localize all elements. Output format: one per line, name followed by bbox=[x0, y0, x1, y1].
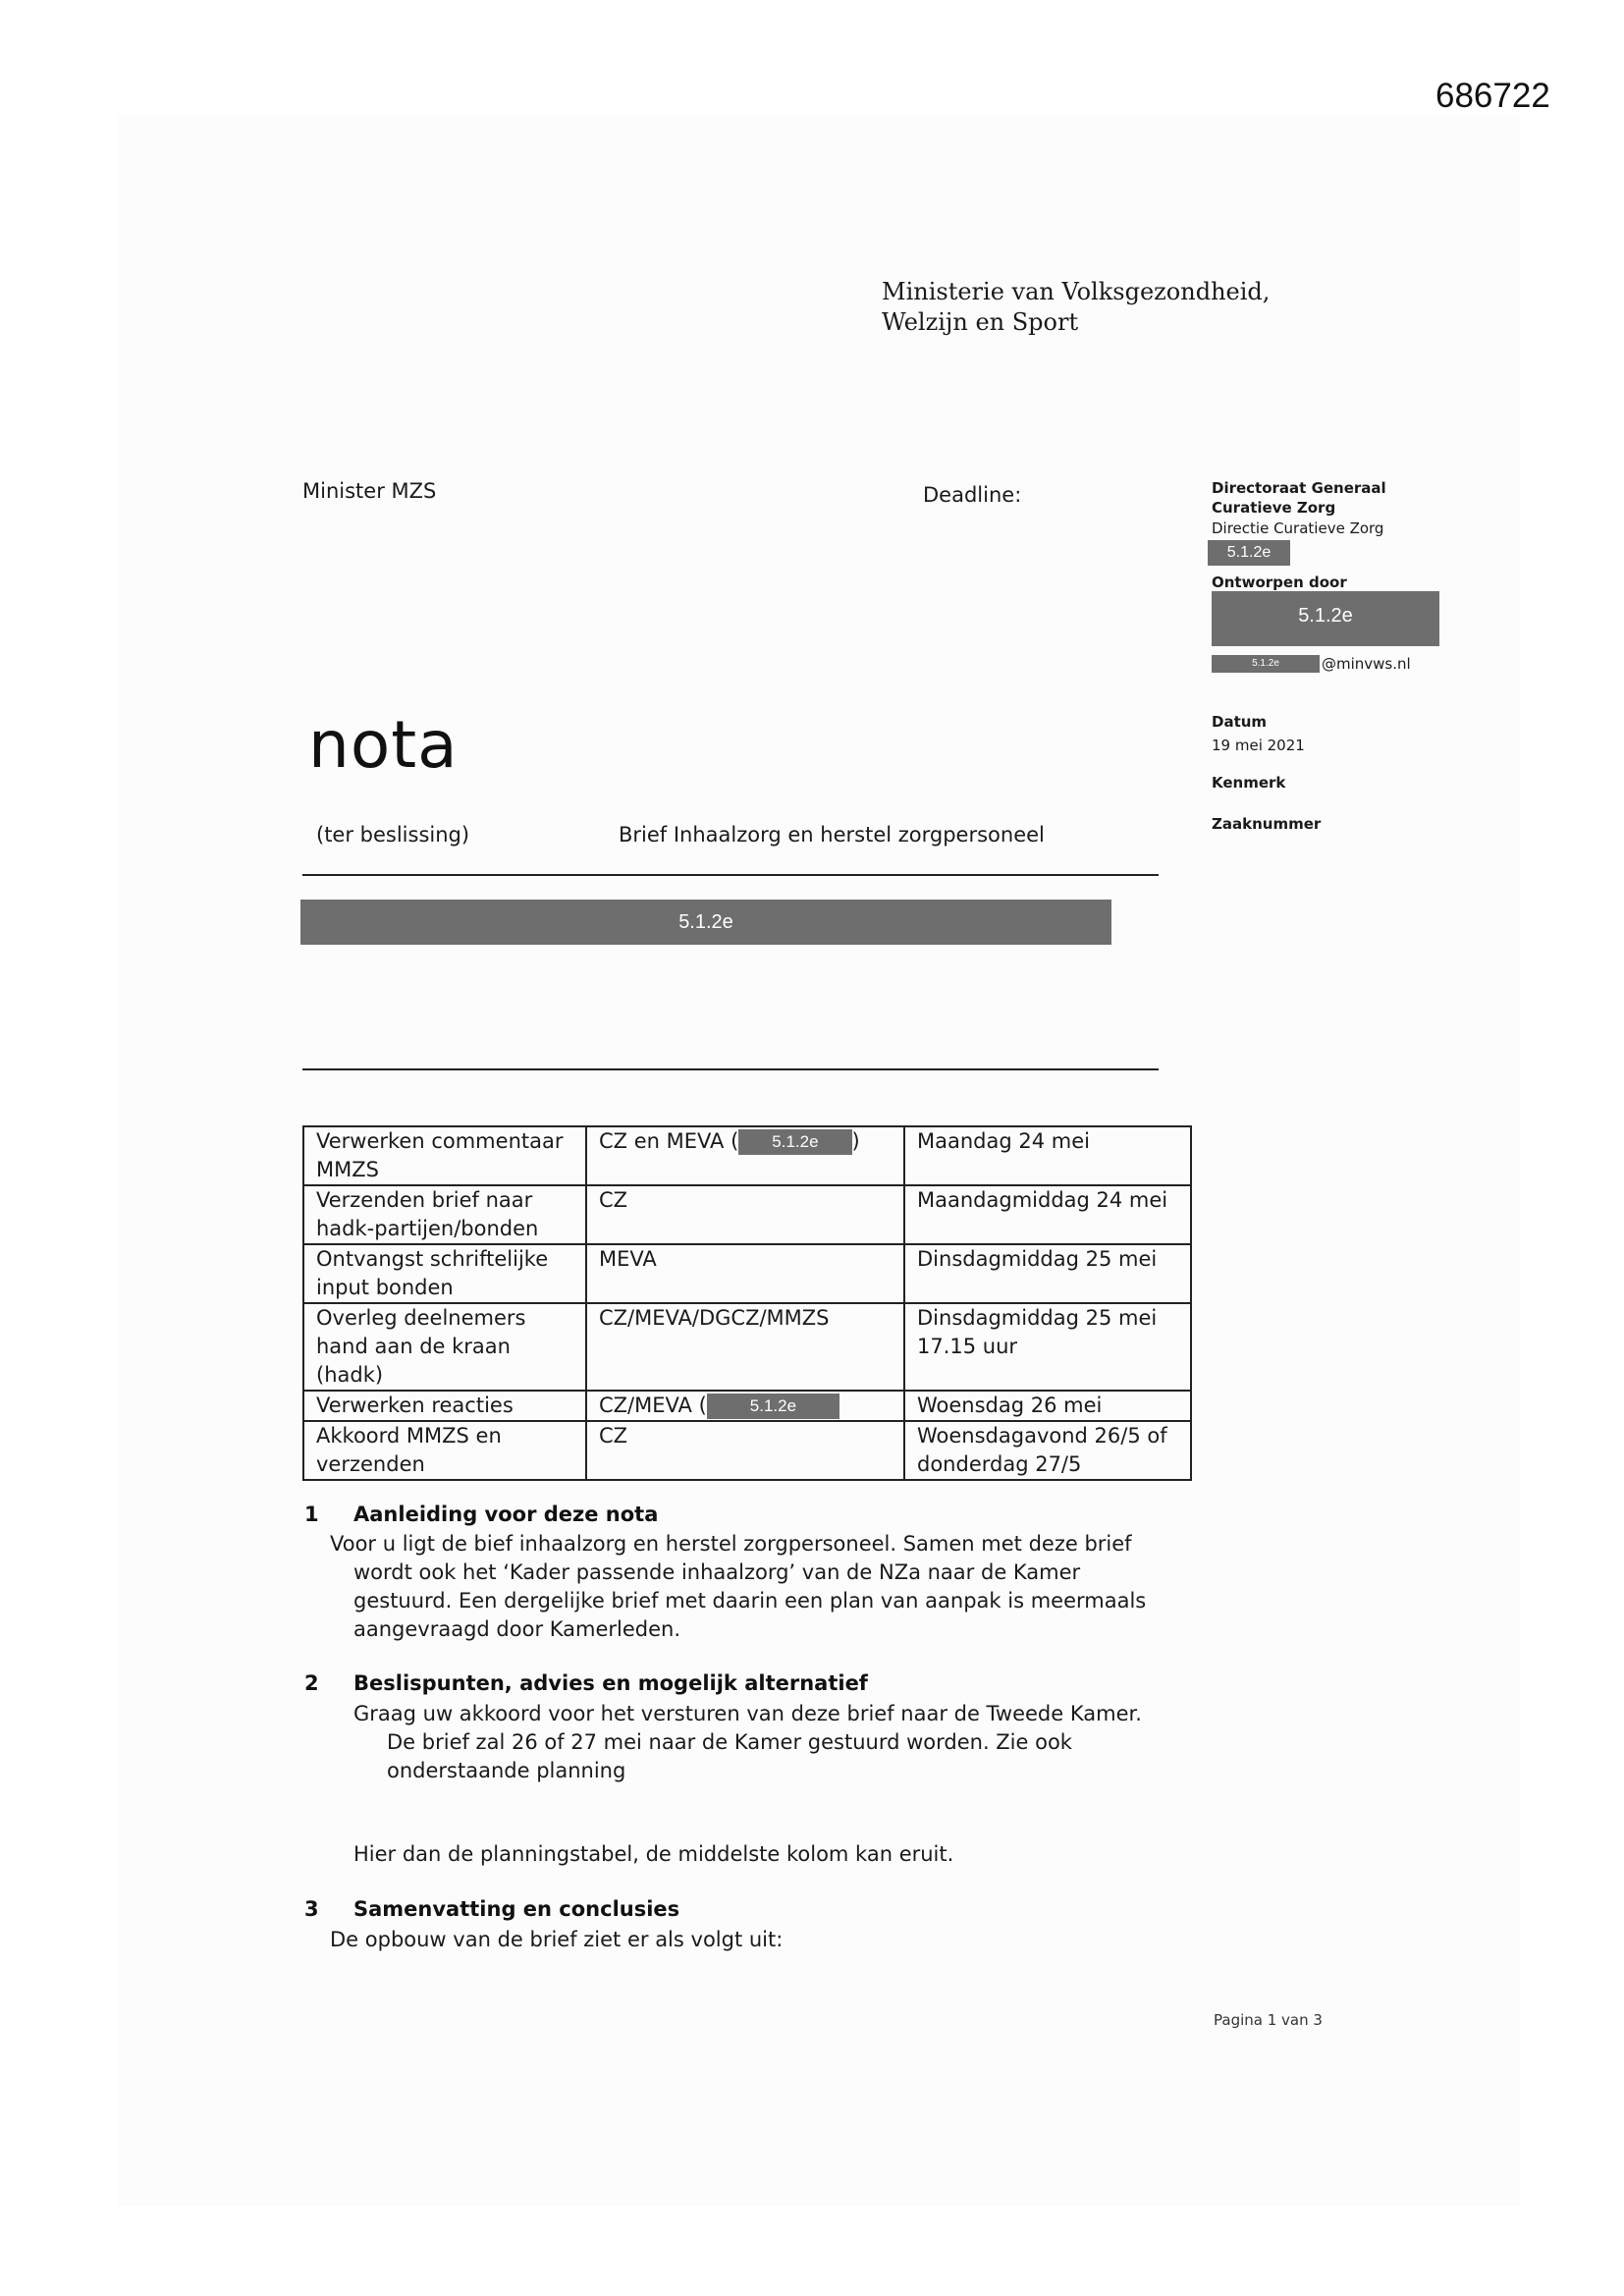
table-cell-party: CZ bbox=[586, 1185, 904, 1244]
section-1-line: Voor u ligt de bief inhaalzorg en herstel zorgpersoneel. Samen met deze brief bbox=[330, 1532, 1132, 1556]
sidebar-zaaknummer-label: Zaaknummer bbox=[1212, 815, 1322, 833]
section-title: Beslispunten, advies en mogelijk alternatief bbox=[353, 1671, 868, 1695]
party-close: ) bbox=[851, 1129, 860, 1153]
divider-top bbox=[302, 874, 1159, 876]
party-text: CZ en MEVA ( bbox=[599, 1129, 739, 1153]
table-cell-party: MEVA bbox=[586, 1244, 904, 1303]
table-row bbox=[303, 1185, 1191, 1244]
section-number: 1 bbox=[304, 1503, 319, 1526]
table-row bbox=[303, 1244, 1191, 1303]
sidebar-dg-line2: Curatieve Zorg bbox=[1212, 499, 1336, 517]
page-number: Pagina 1 van 3 bbox=[1214, 2011, 1323, 2029]
nota-heading: nota bbox=[308, 707, 459, 783]
table-cell-party: CZ bbox=[586, 1421, 904, 1480]
table-cell-when: Woensdagavond 26/5 of donderdag 27/5 bbox=[904, 1421, 1191, 1480]
table-row bbox=[303, 1126, 1191, 1185]
section-2-note: Hier dan de planningstabel, de middelste kolom kan eruit. bbox=[353, 1842, 954, 1866]
section-1-line: gestuurd. Een dergelijke brief met daarin een plan van aanpak is meermaals bbox=[353, 1589, 1147, 1613]
table-cell-when: Woensdag 26 mei bbox=[904, 1391, 1191, 1421]
section-2-line: onderstaande planning bbox=[387, 1759, 626, 1782]
table-row bbox=[303, 1421, 1191, 1480]
redaction-box: 5.1.2e bbox=[1212, 591, 1439, 646]
ministry-line-1: Ministerie van Volksgezondheid, bbox=[882, 278, 1271, 305]
table-cell-when: Dinsdagmiddag 25 mei bbox=[904, 1244, 1191, 1303]
redaction-box: 5.1.2e bbox=[1208, 540, 1290, 566]
section-2-line: De brief zal 26 of 27 mei naar de Kamer gestuurd worden. Zie ook bbox=[387, 1730, 1072, 1754]
section-number: 3 bbox=[304, 1897, 319, 1921]
sidebar-kenmerk-label: Kenmerk bbox=[1212, 774, 1286, 792]
nota-subject: Brief Inhaalzorg en herstel zorgpersoneel bbox=[619, 823, 1045, 847]
table-cell-activity: Verzenden brief naar hadk-partijen/bonden bbox=[303, 1185, 586, 1244]
table-cell-party bbox=[586, 1391, 904, 1421]
ministry-line-2: Welzijn en Sport bbox=[882, 308, 1079, 336]
sidebar-datum-label: Datum bbox=[1212, 713, 1268, 731]
redaction-box: 5.1.2e bbox=[1212, 655, 1320, 673]
redaction-box: 5.1.2e bbox=[300, 900, 1111, 945]
deadline-label: Deadline: bbox=[923, 483, 1022, 507]
redaction-box: 5.1.2e bbox=[707, 1394, 839, 1419]
section-number: 2 bbox=[304, 1671, 319, 1695]
table-cell-when: Maandagmiddag 24 mei bbox=[904, 1185, 1191, 1244]
section-1-line: aangevraagd door Kamerleden. bbox=[353, 1617, 681, 1641]
sidebar-datum-value: 19 mei 2021 bbox=[1212, 737, 1305, 754]
planning-table bbox=[302, 1125, 1192, 1481]
section-title: Samenvatting en conclusies bbox=[353, 1897, 680, 1921]
section-3-line: De opbouw van de brief ziet er als volgt uit: bbox=[330, 1928, 784, 1951]
table-cell-activity: Ontvangst schriftelijke input bonden bbox=[303, 1244, 586, 1303]
redaction-box: 5.1.2e bbox=[738, 1129, 851, 1155]
sidebar-ontworpen-label: Ontworpen door bbox=[1212, 574, 1347, 591]
ministry-logo-text bbox=[882, 277, 1270, 338]
nota-type: (ter beslissing) bbox=[316, 823, 470, 847]
sidebar-email-suffix: @minvws.nl bbox=[1322, 655, 1411, 673]
section-1-line: wordt ook het ‘Kader passende inhaalzorg’ van de NZa naar de Kamer bbox=[353, 1560, 1081, 1584]
table-cell-when: Dinsdagmiddag 25 mei 17.15 uur bbox=[904, 1303, 1191, 1391]
sidebar bbox=[1212, 479, 1447, 537]
table-cell-party bbox=[586, 1126, 904, 1185]
sidebar-directie: Directie Curatieve Zorg bbox=[1212, 519, 1384, 537]
table-cell-activity: Akkoord MMZS en verzenden bbox=[303, 1421, 586, 1480]
addressee: Minister MZS bbox=[302, 479, 437, 503]
table-cell-activity: Overleg deelnemers hand aan de kraan (hadk) bbox=[303, 1303, 586, 1391]
table-cell-when: Maandag 24 mei bbox=[904, 1126, 1191, 1185]
table-cell-party: CZ/MEVA/DGCZ/MMZS bbox=[586, 1303, 904, 1391]
divider-bottom bbox=[302, 1068, 1159, 1070]
document-id: 686722 bbox=[1435, 77, 1550, 115]
table-cell-activity: Verwerken reacties bbox=[303, 1391, 586, 1421]
party-text: CZ/MEVA ( bbox=[599, 1394, 707, 1417]
sidebar-dg-line1: Directoraat Generaal bbox=[1212, 479, 1386, 497]
table-row bbox=[303, 1303, 1191, 1391]
section-2-line: Graag uw akkoord voor het versturen van deze brief naar de Tweede Kamer. bbox=[353, 1702, 1142, 1725]
table-row bbox=[303, 1391, 1191, 1421]
section-title: Aanleiding voor deze nota bbox=[353, 1503, 659, 1526]
table-cell-activity: Verwerken commentaar MMZS bbox=[303, 1126, 586, 1185]
